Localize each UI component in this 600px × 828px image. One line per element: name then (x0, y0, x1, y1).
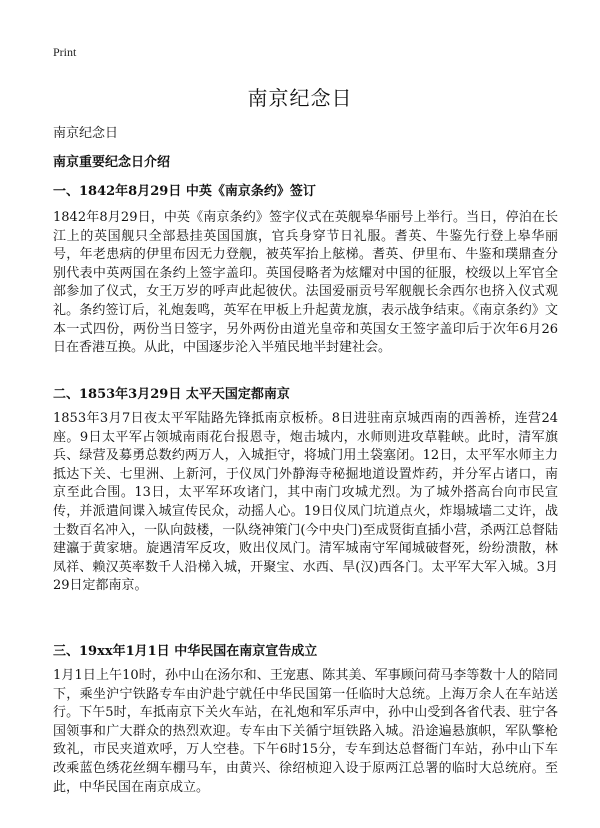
page-title: 南京纪念日 (247, 86, 353, 110)
document-subtitle: 南京纪念日 (53, 126, 119, 141)
section-1-body: 1842年8月29日，中英《南京条约》签字仪式在英舰皋华丽号上举行。当日，停泊在长江上的英国舰只全部悬挂英国国旗，官兵身穿节日礼服。耆英、牛鉴先行登上皋华丽号，年老患病的伊里布因无力登舰，被英军抬上舷梯。耆英、伊里布、牛鉴和璞鼎查分别代表中英两国在条约上签字盖印。英国侵略者为炫耀对中国的征服，校级以上军官全部参加了仪式，女王万岁的呼声此起彼伏。法国爱丽贡号军舰舰长余西尔也挤入仪式观礼。条约签订后，礼炮轰鸣，英军在甲板上升起黄龙旗，表示战争结束。《南京条约》文本一式四份，两份当日签字，另外两份由道光皇帝和英国女王签字盖印后于次年6月26日在香港互换。从此，中国逐步沦入半殖民地半封建社会。 (53, 210, 558, 356)
section-2-heading: 二、1853年3月29日 太平天国定都南京 (53, 387, 290, 402)
intro-heading: 南京重要纪念日介绍 (53, 155, 171, 170)
print-link[interactable]: Print (53, 45, 77, 59)
section-1-heading: 一、1842年8月29日 中英《南京条约》签订 (53, 184, 316, 199)
section-2-body: 1853年3月7日夜太平军陆路先锋抵南京板桥。8日进驻南京城西南的西善桥，连营24座。9日太平军占领城南雨花台报恩寺，炮击城内，水师则进攻草鞋峡。此时，清军旗兵、绿营及募勇总数约两万人，入城拒守，将城门用土袋塞闭。12日，太平军水师主力抵达下关、七里洲、上新河，于仪凤门外静海寺秘掘地道设置炸药，并分军占诸口，南京至此合围。13日，太平军环攻诸门，其中南门攻城尤烈。为了城外搭高台向市民宣传，并派遣间谍入城宣传民众，动摇人心。19日仪凤门坑道点火，炸塌城墙二丈许，战士数百名冲入，一队向鼓楼，一队绕神策门(今中央门)至成贤街直插小营，杀两江总督陆建瀛于黄家塘。旋遇清军反攻，败出仪凤门。清军城南守军闻城破督死，纷纷溃散，林凤祥、赖汉英率数千人沿梯入城，开聚宝、水西、旱(汉)西各门。太平军大军入城。3月29日定都南京。 (53, 411, 558, 594)
section-3-heading: 三、19xx年1月1日 中华民国在南京宣告成立 (53, 644, 318, 659)
section-3-body: 1月1日上午10时，孙中山在汤尔和、王宠惠、陈其美、军事顾问荷马李等数十人的陪同下，乘坐沪宁铁路专车由沪赴宁就任中华民国第一任临时大总统。上海万余人在车站送行。下午5时，车抵南京下关火车站，在礼炮和军乐声中，孙中山受到各省代表、驻宁各国领事和广大群众的热烈欢迎。专车由下关循宁垣铁路入城。沿途遍悬旗帜，军队擎枪致礼，市民夹道欢呼，万人空巷。下午6时15分，专车到达总督衙门车站，孙中山下车改乘蓝色绣花丝绸车棚马车，由黄兴、徐绍桢迎入设于原两江总署的临时大总统府。至此，中华民国在南京成立。 (53, 668, 558, 795)
